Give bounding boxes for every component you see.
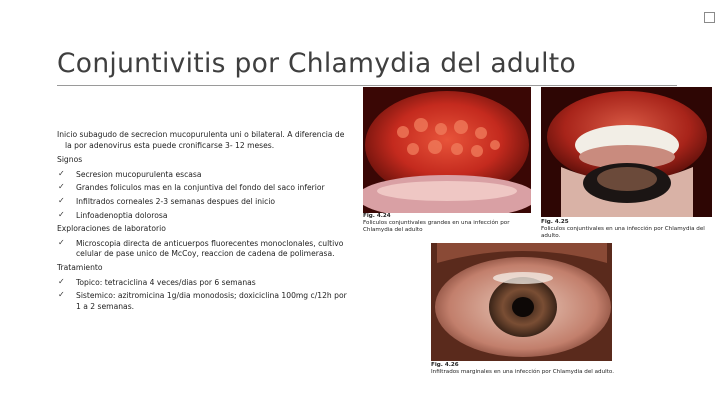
marginal-infiltrates-photo bbox=[431, 243, 612, 361]
checkmark-icon: ✓ bbox=[58, 276, 65, 286]
list-item: ✓ Microscopia directa de anticuerpos fluorecentes monoclonales, cultivo celular de pase unico de McCoy, reaccion de cadena de polimerasa. bbox=[58, 237, 344, 259]
corner-square-icon bbox=[704, 12, 715, 23]
signos-heading: Signos bbox=[57, 155, 83, 165]
tratamiento-heading: Tratamiento bbox=[57, 262, 103, 272]
checkmark-icon: ✓ bbox=[58, 195, 65, 205]
slide-body bbox=[57, 130, 349, 315]
figure-label: Fig. 4.26 bbox=[431, 362, 459, 368]
list-item: ✓ Infiltrados corneales 2-3 semanas despues del inicio bbox=[58, 195, 276, 206]
title-divider bbox=[57, 85, 677, 86]
checkmark-icon: ✓ bbox=[58, 168, 65, 178]
figure-caption bbox=[431, 362, 616, 376]
checkmark-icon: ✓ bbox=[58, 290, 65, 300]
checkmark-icon: ✓ bbox=[58, 182, 65, 192]
exploraciones-heading: Exploraciones de laboratorio bbox=[57, 224, 166, 234]
figure-label: Fig. 4.24 bbox=[363, 213, 391, 219]
checkmark-icon: ✓ bbox=[58, 237, 65, 247]
figure-label: Fig. 4.25 bbox=[541, 219, 569, 225]
list-item: ✓ Topico: tetraciclina 4 veces/dias por 6 semanas bbox=[58, 276, 256, 287]
figure-caption bbox=[541, 219, 716, 240]
figure-caption-text: Infiltrados marginales en una infección por Chlamydia del adulto. bbox=[431, 369, 614, 375]
list-item: ✓ Linfoadenoptia dolorosa bbox=[58, 209, 168, 220]
slide-title: Conjuntivitis por Chlamydia del adulto bbox=[57, 48, 576, 79]
list-item: ✓ Secresion mucopurulenta escasa bbox=[58, 168, 202, 179]
intro-paragraph: Inicio subagudo de secrecion mucopurulenta uni o bilateral. A diferencia de la por adenovirus esta puede cronificarse 3- 12 meses. bbox=[57, 130, 345, 150]
figure-caption bbox=[363, 213, 538, 234]
eyelid-follicles-photo bbox=[363, 87, 531, 213]
checkmark-icon: ✓ bbox=[58, 209, 65, 219]
list-item: ✓ Grandes foliculos mas en la conjuntiva del fondo del saco inferior bbox=[58, 182, 325, 193]
figure-caption-text: Foliculos conjuntivales en una infección por Chlamydia del adulto. bbox=[541, 226, 705, 239]
lower-lid-follicles-photo bbox=[541, 87, 712, 217]
figure-caption-text: Foliculos conjuntivales grandes en una infección por Chlamydia del adulto bbox=[363, 220, 510, 233]
list-item: ✓ Sistemico: azitromicina 1g/dia monodosis; doxiciclina 100mg c/12h por 1 a 2 semanas. bbox=[58, 290, 347, 311]
